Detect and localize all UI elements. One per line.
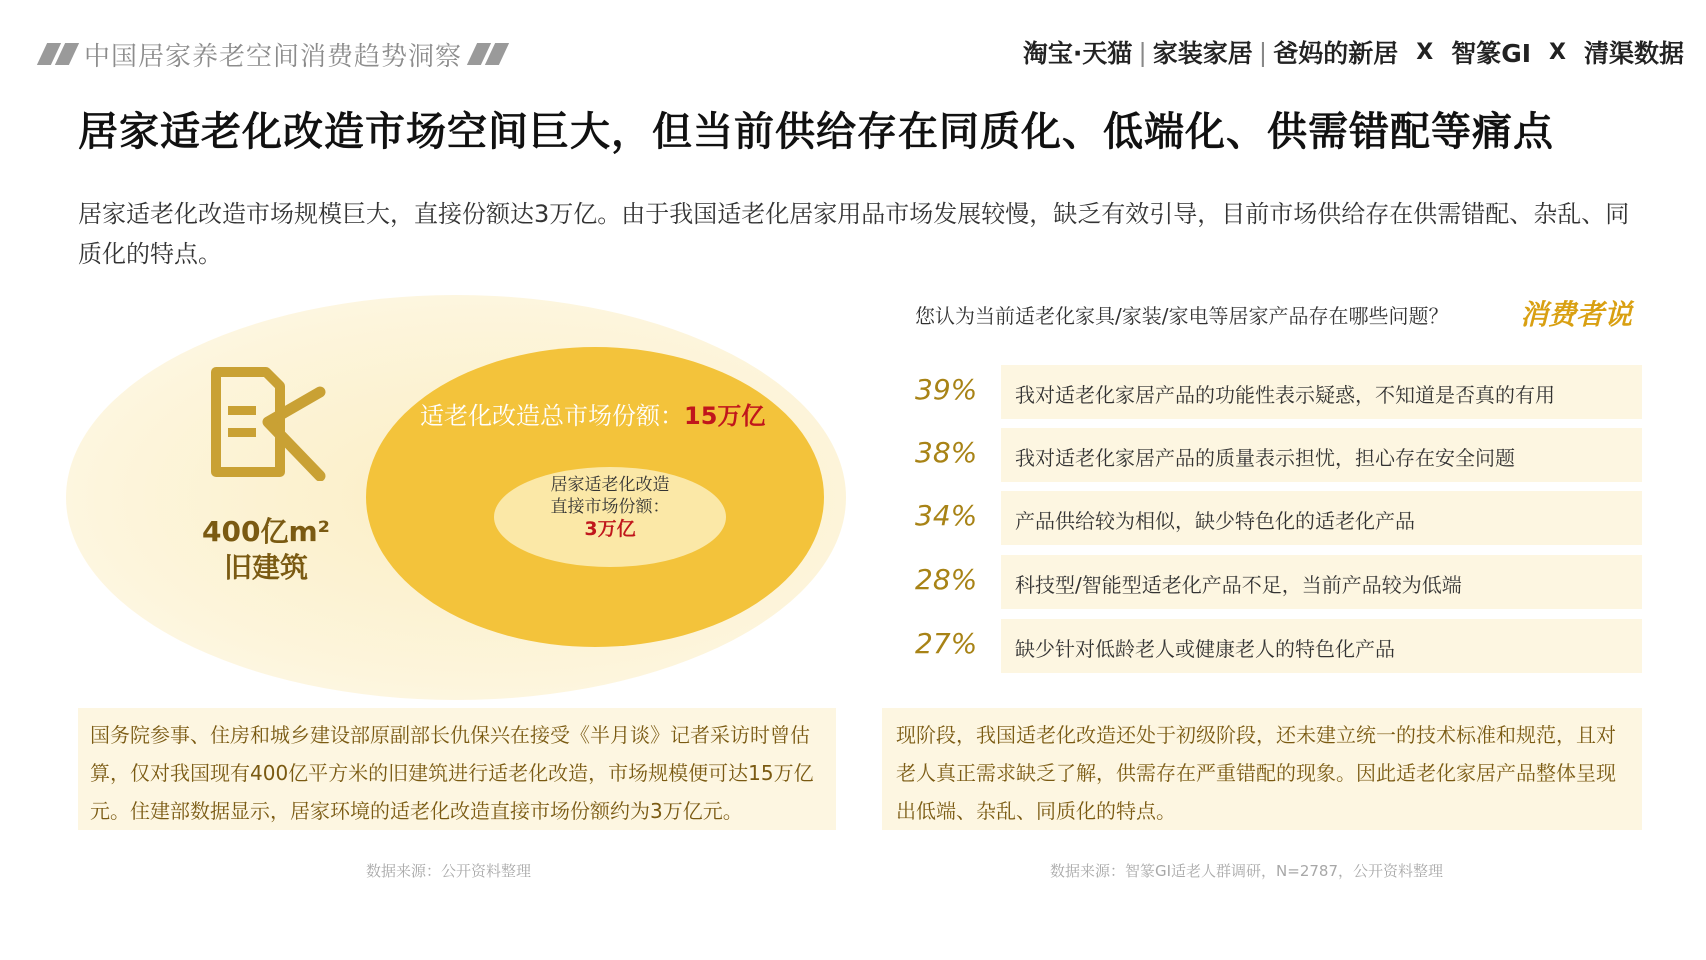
total-market-label <box>420 396 765 431</box>
right-data-source: 数据来源：智篆GI适老人群调研，N=2787，公开资料整理 <box>1050 862 1444 880</box>
survey-answer: 缺少针对低龄老人或健康老人的特色化产品 <box>1015 637 1395 661</box>
survey-row <box>905 491 1642 545</box>
survey-bar <box>1001 428 1642 482</box>
survey-answer: 我对适老化家居产品的功能性表示疑惑，不知道是否真的有用 <box>1015 383 1555 407</box>
direct-market-caption-1: 居家适老化改造 <box>550 475 670 495</box>
building-document-icon <box>208 366 328 481</box>
report-header <box>42 36 504 72</box>
survey-answer: 产品供给较为相似，缺少特色化的适老化产品 <box>1015 509 1415 533</box>
old-buildings-label <box>196 514 336 586</box>
page-title: 居家适老化改造市场空间巨大，但当前供给存在同质化、低端化、供需错配等痛点 <box>78 109 1554 155</box>
survey-row <box>905 555 1642 609</box>
partner-x-mark: X <box>1416 39 1434 65</box>
brand-divider: | <box>1138 37 1147 67</box>
total-market-value: 15万亿 <box>684 402 766 430</box>
brand-taobao-tmall: 淘宝·天猫 <box>1022 39 1133 68</box>
left-note-box: 国务院参事、住房和城乡建设部原副部长仇保兴在接受《半月谈》记者采访时曾估算，仅对我国现有400亿平方米的旧建筑进行适老化改造，市场规模便可达15万亿元。住建部数据显示，居家环境的适老化改造直接市场份额约为3万亿元。 <box>78 708 836 830</box>
survey-row <box>905 365 1642 419</box>
survey-bar <box>1001 491 1642 545</box>
partner-qingqu: 清渠数据 <box>1583 39 1684 68</box>
survey-bar <box>1001 555 1642 609</box>
brand-parents-home: 爸妈的新居 <box>1273 39 1399 68</box>
partner-x-mark: X <box>1549 39 1566 65</box>
consumer-voice-tag: 消费者说 <box>1520 298 1633 331</box>
right-note-box: 现阶段，我国适老化改造还处于初级阶段，还未建立统一的技术标准和规范，且对老人真正需求缺乏了解，供需存在严重错配的现象。因此适老化家居产品整体呈现出低端、杂乱、同质化的特点。 <box>882 708 1642 830</box>
left-data-source: 数据来源：公开资料整理 <box>366 862 532 880</box>
building-area-caption: 旧建筑 <box>223 551 308 584</box>
direct-market-caption-2: 直接市场份额： <box>550 497 670 517</box>
report-title: 中国居家养老空间消费趋势洞察 <box>84 41 463 72</box>
brand-logos <box>1023 34 1684 70</box>
survey-percent: 34% <box>915 499 978 532</box>
survey-row <box>905 619 1642 673</box>
brand-divider: | <box>1258 37 1268 67</box>
total-market-caption: 适老化改造总市场份额： <box>420 402 684 430</box>
survey-percent: 28% <box>915 563 978 596</box>
building-area-value: 400亿m² <box>202 515 330 548</box>
survey-percent: 27% <box>915 627 978 660</box>
survey-question: 您认为当前适老化家具/家装/家电等居家产品存在哪些问题？ <box>915 304 1449 328</box>
survey-percent: 38% <box>915 436 978 469</box>
survey-answer: 我对适老化家居产品的质量表示担忧，担心存在安全问题 <box>1015 446 1515 470</box>
intro-paragraph: 居家适老化改造市场规模巨大，直接份额达3万亿。由于我国适老化居家用品市场发展较慢，缺乏有效引导，目前市场供给存在供需错配、杂乱、同质化的特点。 <box>78 200 1630 268</box>
brand-home-decor: 家装家居 <box>1152 39 1253 68</box>
direct-market-label <box>520 474 700 540</box>
survey-bar <box>1001 365 1642 419</box>
direct-market-value: 3万亿 <box>584 518 636 540</box>
survey-row <box>905 428 1642 482</box>
survey-answer: 科技型/智能型适老化产品不足，当前产品较为低端 <box>1015 573 1462 597</box>
survey-percent: 39% <box>915 373 978 406</box>
survey-bar <box>1001 619 1642 673</box>
partner-zhizhuan: 智篆GI <box>1451 39 1532 68</box>
